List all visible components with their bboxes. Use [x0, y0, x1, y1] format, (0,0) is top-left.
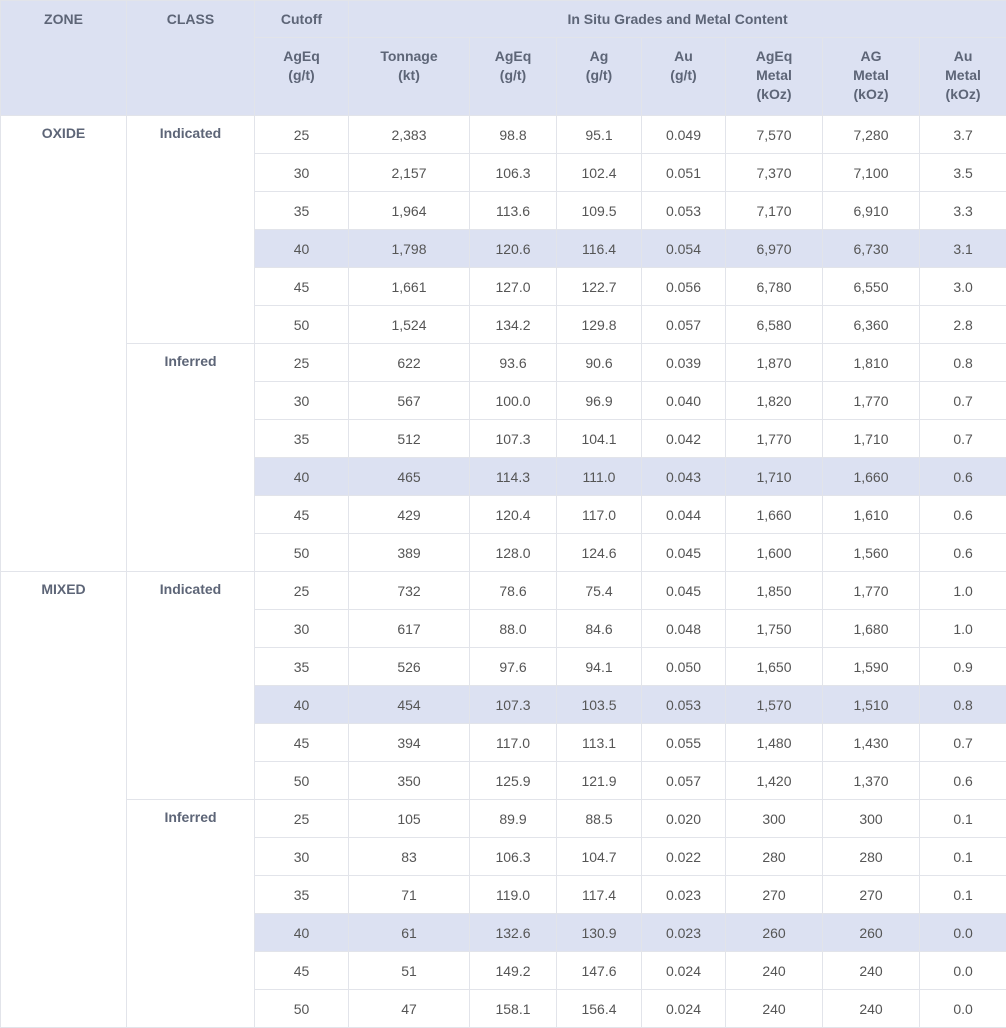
column-header-line: AgEq — [726, 47, 822, 66]
value-cell: 260 — [726, 914, 823, 952]
class-cell: Inferred — [127, 800, 255, 1028]
value-cell: 1,680 — [823, 610, 920, 648]
column-header-line: Tonnage — [349, 47, 469, 66]
class-cell: Inferred — [127, 344, 255, 572]
value-cell: 0.042 — [642, 420, 726, 458]
column-header-line: (kOz) — [726, 85, 822, 104]
value-cell: 1,770 — [823, 382, 920, 420]
value-cell: 0.9 — [920, 648, 1006, 686]
value-cell: 0.054 — [642, 230, 726, 268]
cutoff-cell: 30 — [255, 382, 349, 420]
value-cell: 111.0 — [557, 458, 642, 496]
value-cell: 0.055 — [642, 724, 726, 762]
value-cell: 107.3 — [470, 420, 557, 458]
value-cell: 0.044 — [642, 496, 726, 534]
value-cell: 512 — [349, 420, 470, 458]
cutoff-cell: 30 — [255, 838, 349, 876]
value-cell: 0.0 — [920, 990, 1006, 1028]
value-cell: 1,590 — [823, 648, 920, 686]
value-cell: 7,370 — [726, 154, 823, 192]
value-cell: 1,660 — [726, 496, 823, 534]
column-header — [920, 38, 1006, 116]
zone-cell: OXIDE — [1, 116, 127, 572]
value-cell: 0.056 — [642, 268, 726, 306]
value-cell: 6,970 — [726, 230, 823, 268]
value-cell: 122.7 — [557, 268, 642, 306]
value-cell: 93.6 — [470, 344, 557, 382]
value-cell: 3.3 — [920, 192, 1006, 230]
value-cell: 2,157 — [349, 154, 470, 192]
column-header — [823, 38, 920, 116]
value-cell: 78.6 — [470, 572, 557, 610]
value-cell: 1.0 — [920, 572, 1006, 610]
value-cell: 113.6 — [470, 192, 557, 230]
value-cell: 1,660 — [823, 458, 920, 496]
column-header-line: (kOz) — [920, 85, 1006, 104]
value-cell: 97.6 — [470, 648, 557, 686]
value-cell: 0.1 — [920, 838, 1006, 876]
cutoff-cell: 45 — [255, 496, 349, 534]
value-cell: 465 — [349, 458, 470, 496]
value-cell: 429 — [349, 496, 470, 534]
value-cell: 1,570 — [726, 686, 823, 724]
value-cell: 107.3 — [470, 686, 557, 724]
value-cell: 124.6 — [557, 534, 642, 572]
zone-cell: MIXED — [1, 572, 127, 1028]
value-cell: 88.0 — [470, 610, 557, 648]
value-cell: 0.045 — [642, 534, 726, 572]
value-cell: 0.053 — [642, 686, 726, 724]
value-cell: 1,820 — [726, 382, 823, 420]
value-cell: 1,964 — [349, 192, 470, 230]
value-cell: 0.023 — [642, 876, 726, 914]
cutoff-cell: 25 — [255, 800, 349, 838]
value-cell: 3.1 — [920, 230, 1006, 268]
value-cell: 117.0 — [557, 496, 642, 534]
table-row — [1, 800, 1006, 838]
value-cell: 2,383 — [349, 116, 470, 154]
column-header-line: (g/t) — [470, 66, 556, 85]
value-cell: 6,910 — [823, 192, 920, 230]
value-cell: 0.7 — [920, 724, 1006, 762]
value-cell: 1,770 — [726, 420, 823, 458]
table-row — [1, 572, 1006, 610]
value-cell: 130.9 — [557, 914, 642, 952]
cutoff-cell: 35 — [255, 876, 349, 914]
value-cell: 1.0 — [920, 610, 1006, 648]
value-cell: 0.6 — [920, 496, 1006, 534]
value-cell: 0.6 — [920, 534, 1006, 572]
value-cell: 120.4 — [470, 496, 557, 534]
value-cell: 103.5 — [557, 686, 642, 724]
column-header-line: AgEq — [255, 47, 348, 66]
value-cell: 134.2 — [470, 306, 557, 344]
value-cell: 128.0 — [470, 534, 557, 572]
column-header-line: Metal — [823, 66, 919, 85]
value-cell: 0.039 — [642, 344, 726, 382]
cutoff-cell: 30 — [255, 610, 349, 648]
cutoff-cell: 25 — [255, 116, 349, 154]
value-cell: 75.4 — [557, 572, 642, 610]
column-header-line: AgEq — [470, 47, 556, 66]
value-cell: 156.4 — [557, 990, 642, 1028]
cutoff-cell: 45 — [255, 724, 349, 762]
value-cell: 526 — [349, 648, 470, 686]
value-cell: 127.0 — [470, 268, 557, 306]
value-cell: 61 — [349, 914, 470, 952]
column-header — [470, 38, 557, 116]
value-cell: 300 — [726, 800, 823, 838]
value-cell: 0.1 — [920, 876, 1006, 914]
column-header-line: (g/t) — [255, 66, 348, 85]
value-cell: 0.7 — [920, 420, 1006, 458]
value-cell: 114.3 — [470, 458, 557, 496]
value-cell: 0.040 — [642, 382, 726, 420]
column-header — [349, 38, 470, 116]
value-cell: 0.6 — [920, 762, 1006, 800]
value-cell: 1,560 — [823, 534, 920, 572]
value-cell: 7,570 — [726, 116, 823, 154]
value-cell: 1,480 — [726, 724, 823, 762]
value-cell: 119.0 — [470, 876, 557, 914]
cutoff-cell: 50 — [255, 306, 349, 344]
value-cell: 6,730 — [823, 230, 920, 268]
value-cell: 113.1 — [557, 724, 642, 762]
value-cell: 394 — [349, 724, 470, 762]
class-cell: Indicated — [127, 116, 255, 344]
value-cell: 89.9 — [470, 800, 557, 838]
cutoff-cell: 35 — [255, 192, 349, 230]
value-cell: 0.1 — [920, 800, 1006, 838]
column-header-line: Au — [920, 47, 1006, 66]
value-cell: 7,100 — [823, 154, 920, 192]
value-cell: 1,510 — [823, 686, 920, 724]
value-cell: 1,430 — [823, 724, 920, 762]
value-cell: 6,550 — [823, 268, 920, 306]
column-header-line: (g/t) — [642, 66, 725, 85]
column-header-line: Metal — [726, 66, 822, 85]
value-cell: 1,798 — [349, 230, 470, 268]
value-cell: 106.3 — [470, 154, 557, 192]
value-cell: 0.023 — [642, 914, 726, 952]
value-cell: 567 — [349, 382, 470, 420]
value-cell: 109.5 — [557, 192, 642, 230]
cutoff-cell: 50 — [255, 762, 349, 800]
value-cell: 1,650 — [726, 648, 823, 686]
value-cell: 3.5 — [920, 154, 1006, 192]
value-cell: 117.4 — [557, 876, 642, 914]
column-header-line: Metal — [920, 66, 1006, 85]
value-cell: 7,280 — [823, 116, 920, 154]
value-cell: 102.4 — [557, 154, 642, 192]
column-header — [557, 38, 642, 116]
class-header: CLASS — [127, 1, 255, 116]
cutoff-cell: 25 — [255, 344, 349, 382]
value-cell: 732 — [349, 572, 470, 610]
value-cell: 96.9 — [557, 382, 642, 420]
value-cell: 0.0 — [920, 914, 1006, 952]
cutoff-cell: 30 — [255, 154, 349, 192]
column-header-line: Au — [642, 47, 725, 66]
value-cell: 1,870 — [726, 344, 823, 382]
value-cell: 622 — [349, 344, 470, 382]
value-cell: 90.6 — [557, 344, 642, 382]
value-cell: 1,850 — [726, 572, 823, 610]
value-cell: 147.6 — [557, 952, 642, 990]
value-cell: 94.1 — [557, 648, 642, 686]
value-cell: 1,524 — [349, 306, 470, 344]
value-cell: 129.8 — [557, 306, 642, 344]
value-cell: 280 — [823, 838, 920, 876]
value-cell: 47 — [349, 990, 470, 1028]
value-cell: 389 — [349, 534, 470, 572]
value-cell: 1,710 — [823, 420, 920, 458]
value-cell: 132.6 — [470, 914, 557, 952]
cutoff-cell: 40 — [255, 686, 349, 724]
value-cell: 1,420 — [726, 762, 823, 800]
value-cell: 1,661 — [349, 268, 470, 306]
value-cell: 240 — [726, 952, 823, 990]
value-cell: 88.5 — [557, 800, 642, 838]
value-cell: 454 — [349, 686, 470, 724]
value-cell: 0.022 — [642, 838, 726, 876]
value-cell: 1,610 — [823, 496, 920, 534]
value-cell: 71 — [349, 876, 470, 914]
table-row — [1, 344, 1006, 382]
table-header — [1, 1, 1006, 116]
value-cell: 104.1 — [557, 420, 642, 458]
cutoff-header: Cutoff — [255, 1, 349, 38]
column-header — [726, 38, 823, 116]
value-cell: 1,370 — [823, 762, 920, 800]
column-header-line: (kt) — [349, 66, 469, 85]
value-cell: 0.045 — [642, 572, 726, 610]
value-cell: 1,600 — [726, 534, 823, 572]
value-cell: 6,580 — [726, 306, 823, 344]
value-cell: 106.3 — [470, 838, 557, 876]
value-cell: 0.048 — [642, 610, 726, 648]
class-cell: Indicated — [127, 572, 255, 800]
cutoff-cell: 35 — [255, 420, 349, 458]
cutoff-cell: 25 — [255, 572, 349, 610]
column-header-line: Ag — [557, 47, 641, 66]
value-cell: 3.7 — [920, 116, 1006, 154]
value-cell: 95.1 — [557, 116, 642, 154]
value-cell: 240 — [823, 990, 920, 1028]
column-header — [255, 38, 349, 116]
value-cell: 98.8 — [470, 116, 557, 154]
value-cell: 0.057 — [642, 306, 726, 344]
value-cell: 0.6 — [920, 458, 1006, 496]
value-cell: 617 — [349, 610, 470, 648]
table-row — [1, 116, 1006, 154]
value-cell: 300 — [823, 800, 920, 838]
value-cell: 84.6 — [557, 610, 642, 648]
value-cell: 51 — [349, 952, 470, 990]
value-cell: 0.050 — [642, 648, 726, 686]
value-cell: 0.057 — [642, 762, 726, 800]
value-cell: 117.0 — [470, 724, 557, 762]
zone-header: ZONE — [1, 1, 127, 116]
value-cell: 350 — [349, 762, 470, 800]
value-cell: 240 — [726, 990, 823, 1028]
table-body — [1, 116, 1006, 1028]
value-cell: 0.020 — [642, 800, 726, 838]
value-cell: 120.6 — [470, 230, 557, 268]
cutoff-cell: 35 — [255, 648, 349, 686]
value-cell: 116.4 — [557, 230, 642, 268]
value-cell: 0.024 — [642, 990, 726, 1028]
column-header-line: (kOz) — [823, 85, 919, 104]
value-cell: 0.8 — [920, 344, 1006, 382]
value-cell: 125.9 — [470, 762, 557, 800]
value-cell: 260 — [823, 914, 920, 952]
value-cell: 1,770 — [823, 572, 920, 610]
cutoff-cell: 50 — [255, 534, 349, 572]
value-cell: 105 — [349, 800, 470, 838]
value-cell: 0.8 — [920, 686, 1006, 724]
column-header-line: AG — [823, 47, 919, 66]
value-cell: 7,170 — [726, 192, 823, 230]
value-cell: 1,750 — [726, 610, 823, 648]
value-cell: 121.9 — [557, 762, 642, 800]
value-cell: 280 — [726, 838, 823, 876]
value-cell: 270 — [726, 876, 823, 914]
value-cell: 0.7 — [920, 382, 1006, 420]
value-cell: 104.7 — [557, 838, 642, 876]
cutoff-cell: 45 — [255, 952, 349, 990]
cutoff-cell: 45 — [255, 268, 349, 306]
value-cell: 149.2 — [470, 952, 557, 990]
value-cell: 0.051 — [642, 154, 726, 192]
value-cell: 6,780 — [726, 268, 823, 306]
value-cell: 6,360 — [823, 306, 920, 344]
value-cell: 240 — [823, 952, 920, 990]
value-cell: 0.024 — [642, 952, 726, 990]
value-cell: 100.0 — [470, 382, 557, 420]
value-cell: 2.8 — [920, 306, 1006, 344]
value-cell: 1,710 — [726, 458, 823, 496]
value-cell: 1,810 — [823, 344, 920, 382]
column-header — [642, 38, 726, 116]
cutoff-cell: 40 — [255, 230, 349, 268]
in-situ-group-header: In Situ Grades and Metal Content — [349, 1, 1006, 38]
value-cell: 83 — [349, 838, 470, 876]
cutoff-cell: 40 — [255, 458, 349, 496]
cutoff-cell: 40 — [255, 914, 349, 952]
column-header-line: (g/t) — [557, 66, 641, 85]
value-cell: 0.049 — [642, 116, 726, 154]
value-cell: 0.043 — [642, 458, 726, 496]
value-cell: 3.0 — [920, 268, 1006, 306]
value-cell: 158.1 — [470, 990, 557, 1028]
cutoff-cell: 50 — [255, 990, 349, 1028]
value-cell: 0.053 — [642, 192, 726, 230]
value-cell: 0.0 — [920, 952, 1006, 990]
value-cell: 270 — [823, 876, 920, 914]
